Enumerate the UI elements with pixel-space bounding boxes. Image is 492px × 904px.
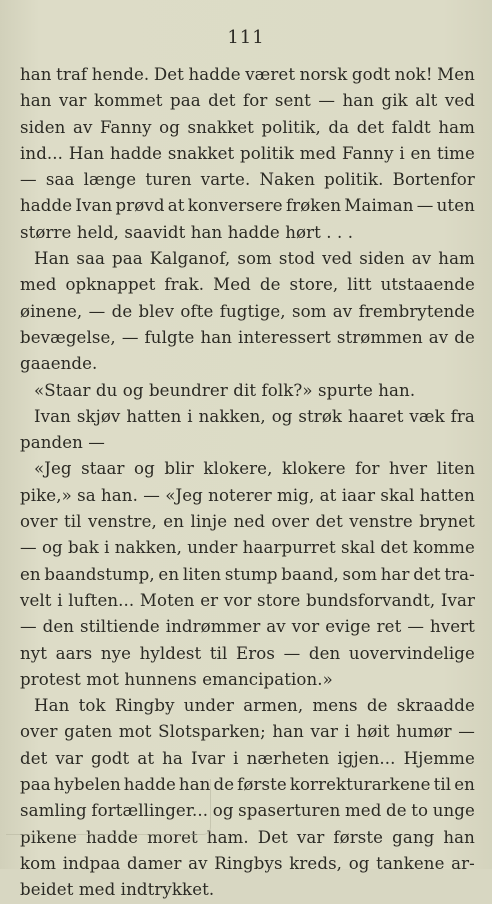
text-line: en baandstump, en liten stump baand, som har det tra-	[20, 564, 475, 584]
text-line: større held, saavidt han hadde hørt . . .	[20, 222, 354, 242]
text-line: Han tok Ringby under armen, mens de skraadde	[34, 696, 475, 716]
text-line: panden —	[20, 433, 106, 453]
text-line: øinene, — de blev ofte fugtige, som av frembrytende	[20, 301, 475, 321]
text-line: kom indpaa damer av Ringbys kreds, og tankene ar-	[20, 853, 475, 873]
text-line: han traf hende. Det hadde været norsk godt nok! Men	[20, 65, 475, 84]
text-line: med opknappet frak. Med de store, litt utstaaende	[20, 275, 475, 295]
text-line: hadde Ivan prøvd at konversere frøken Maiman — uten	[20, 196, 475, 216]
text-line: beidet med indtrykket.	[20, 880, 215, 900]
text-line: — den stiltiende indrømmer av vor evige ret — hvert	[20, 617, 475, 637]
text-line: siden av Fanny og snakket politik, da det faldt ham	[20, 117, 475, 137]
text-line: «Staar du og beundrer dit folk?» spurte han.	[34, 380, 416, 400]
body-text	[20, 62, 475, 904]
text-line: velt i luften... Moten er vor store bundsforvandt, Ivar	[20, 590, 475, 610]
text-line: ind... Han hadde snakket politik med Fanny i en time	[20, 143, 475, 163]
text-line: gaaende.	[20, 354, 98, 374]
text-line: Ivan skjøv hatten i nakken, og strøk haaret væk fra	[34, 406, 475, 426]
text-line: — saa længe turen varte. Naken politik. Bortenfor	[20, 170, 475, 190]
text-line: — og bak i nakken, under haarpurret skal det komme	[20, 538, 475, 558]
page-stamp-mark	[6, 779, 211, 835]
text-line: pike,» sa han. — «Jeg noterer mig, at iaar skal hatten	[20, 485, 475, 505]
text-line: over til venstre, en linje ned over det venstre brynet	[20, 512, 475, 532]
text-line: over gaten mot Slotsparken; han var i høit humør —	[20, 722, 475, 742]
text-line: samling fortællinger... og spaserturen med de to unge	[20, 801, 475, 821]
text-line: «Jeg staar og blir klokere, klokere for hver liten	[34, 459, 475, 479]
text-line: det var godt at ha Ivar i nærheten igjen... Hjemme	[20, 748, 475, 768]
text-line: paa hybelen hadde han de første korrekturarkene til en	[20, 775, 475, 795]
text-line: pikene hadde moret ham. Det var første gang han	[20, 827, 475, 847]
text-line: bevægelse, — fulgte han interessert strømmen av de	[20, 327, 475, 347]
text-line: protest mot hunnens emancipation.»	[20, 669, 333, 689]
page-number: 111	[227, 27, 265, 48]
text-line: han var kommet paa det for sent — han gik alt ved	[20, 91, 475, 111]
text-line: Han saa paa Kalganof, som stod ved siden av ham	[34, 249, 475, 269]
text-line: nyt aars nye hyldest til Eros — den uovervindelige	[20, 643, 475, 663]
